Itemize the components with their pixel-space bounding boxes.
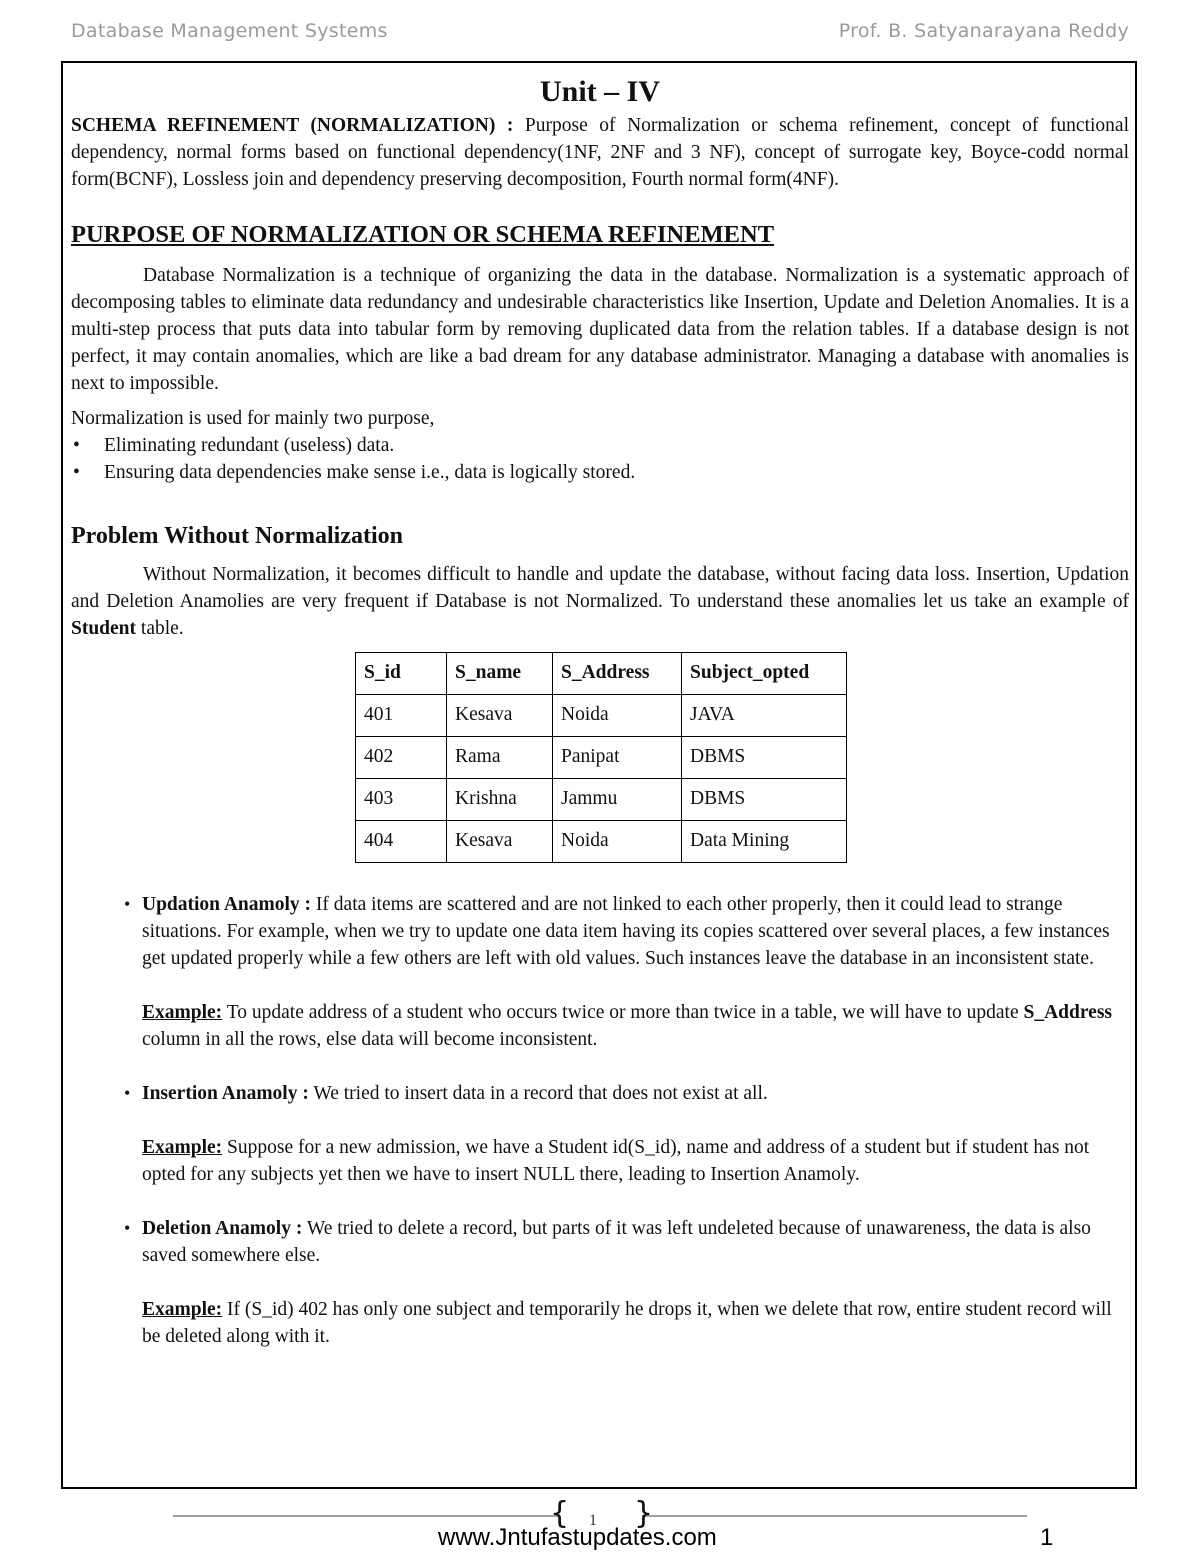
table-cell: 404 [356,821,447,863]
header-course-title: Database Management Systems [71,20,388,42]
table-cell: Rama [447,737,553,779]
table-cell: DBMS [682,737,847,779]
table-cell: Panipat [553,737,682,779]
table-cell: Noida [553,695,682,737]
updation-example-text: To update address of a student who occurs twice or more than twice in a table, we will have to update [222,1002,1024,1023]
page-number-center: 1 [589,1512,597,1529]
table-cell: JAVA [682,695,847,737]
deletion-example [142,1296,1119,1350]
student-table [355,652,847,863]
table-cell: Data Mining [682,821,847,863]
unit-title: Unit – IV [539,75,660,108]
example-label: Example: [142,1002,223,1023]
purpose-intro: Normalization is used for mainly two purpose, [71,408,435,429]
table-cell: 401 [356,695,447,737]
section-heading-problem: Problem Without Normalization [71,523,403,549]
table-header-cell: S_Address [553,653,682,695]
table-cell: Jammu [553,779,682,821]
table-cell: DBMS [682,779,847,821]
table-header-row [356,653,847,695]
left-brace-icon: { [550,1496,570,1531]
insertion-example [142,1134,1119,1188]
problem-student-bold: Student [71,618,137,639]
problem-text-end: table. [136,618,184,639]
insertion-anomaly-item [71,1080,1129,1188]
deletion-label: Deletion Anamoly : [142,1218,303,1239]
deletion-text: We tried to delete a record, but parts of it was left undeleted because of unawareness, the data is also saved somewhere else. [142,1218,1091,1266]
insertion-label: Insertion Anamoly : [142,1083,309,1104]
table-cell: Noida [553,821,682,863]
updation-example-end: column in all the rows, else data will become inconsistent. [142,1029,598,1050]
example-label: Example: [142,1137,223,1158]
header-author: Prof. B. Satyanarayana Reddy [838,20,1129,42]
footer-rule-left [173,1515,558,1517]
table-row [356,737,847,779]
updation-anomaly-item [71,891,1129,1053]
footer-rule-right [642,1515,1027,1517]
problem-text: Without Normalization, it becomes difficult to handle and update the database, without facing data loss. Insertion, Updation and Deletion Anamolies are very frequent if Database is not Normalized. To understand these anomalies let us take an example of [71,564,1129,612]
purpose-paragraph: Database Normalization is a technique of organizing the data in the database. Normalization is a systematic approach of decomposing tables to eliminate data redundancy and undesirable characteristics like Insertion, Update and Deletion Anomalies. It is a multi-step process that puts data into tabular form by removing duplicated data from the relation tables. If a database design is not perfect, it may contain anomalies, which are like a bad dream for any database administrator. Managing a database with anomalies is next to impossible. [71,265,1129,394]
table-row [356,821,847,863]
table-cell: Krishna [447,779,553,821]
problem-paragraph [71,561,1129,642]
table-row [356,779,847,821]
list-item: • Eliminating redundant (useless) data. [71,432,1129,459]
example-label: Example: [142,1299,223,1320]
table-header-cell: S_id [356,653,447,695]
table-header-cell: S_name [447,653,553,695]
list-item: • Ensuring data dependencies make sense i.e., data is logically stored. [71,459,1129,486]
updation-example [142,999,1119,1053]
table-cell: 403 [356,779,447,821]
insertion-text: We tried to insert data in a record that does not exist at all. [308,1083,768,1104]
page-number-right: 1 [1040,1524,1054,1551]
syllabus-label: SCHEMA REFINEMENT (NORMALIZATION) : [71,115,514,136]
table-cell: Kesava [447,695,553,737]
table-cell: 402 [356,737,447,779]
table-row [356,695,847,737]
deletion-example-text: If (S_id) 402 has only one subject and temporarily he drops it, when we delete that row, entire student record will be deleted along with it. [142,1299,1112,1347]
syllabus-paragraph [71,112,1129,193]
insertion-example-text: Suppose for a new admission, we have a Student id(S_id), name and address of a student but if student has not opted for any subjects yet then we have to insert NULL there, leading to Insertion Anamoly. [142,1137,1090,1185]
syllabus-text: Purpose of Normalization or schema refinement, concept of functional dependency, normal forms based on functional dependency(1NF, 2NF and 3 NF), concept of surrogate key, Boyce-codd normal form(BCNF), Lossless join and dependency preserving decomposition, Fourth normal form(4NF). [71,115,1129,190]
section-heading-purpose: PURPOSE OF NORMALIZATION OR SCHEMA REFINEMENT [71,221,775,248]
deletion-anomaly-item [71,1215,1129,1350]
updation-text: If data items are scattered and are not linked to each other properly, then it could lead to strange situations. For example, when we try to update one data item having its copies scattered over several places, a few instances get updated properly while a few others are left with old values. Such instances leave the database in an inconsistent state. [142,894,1110,969]
right-brace-icon: } [634,1496,654,1531]
updation-label: Updation Anamoly : [142,894,312,915]
table-cell: Kesava [447,821,553,863]
anomaly-list [71,891,1129,1350]
purpose-list [71,432,1129,486]
updation-example-bold: S_Address [1023,1002,1113,1023]
table-header-cell: Subject_opted [682,653,847,695]
page-content [71,72,1129,1350]
footer-website: www.Jntufastupdates.com [438,1524,717,1551]
